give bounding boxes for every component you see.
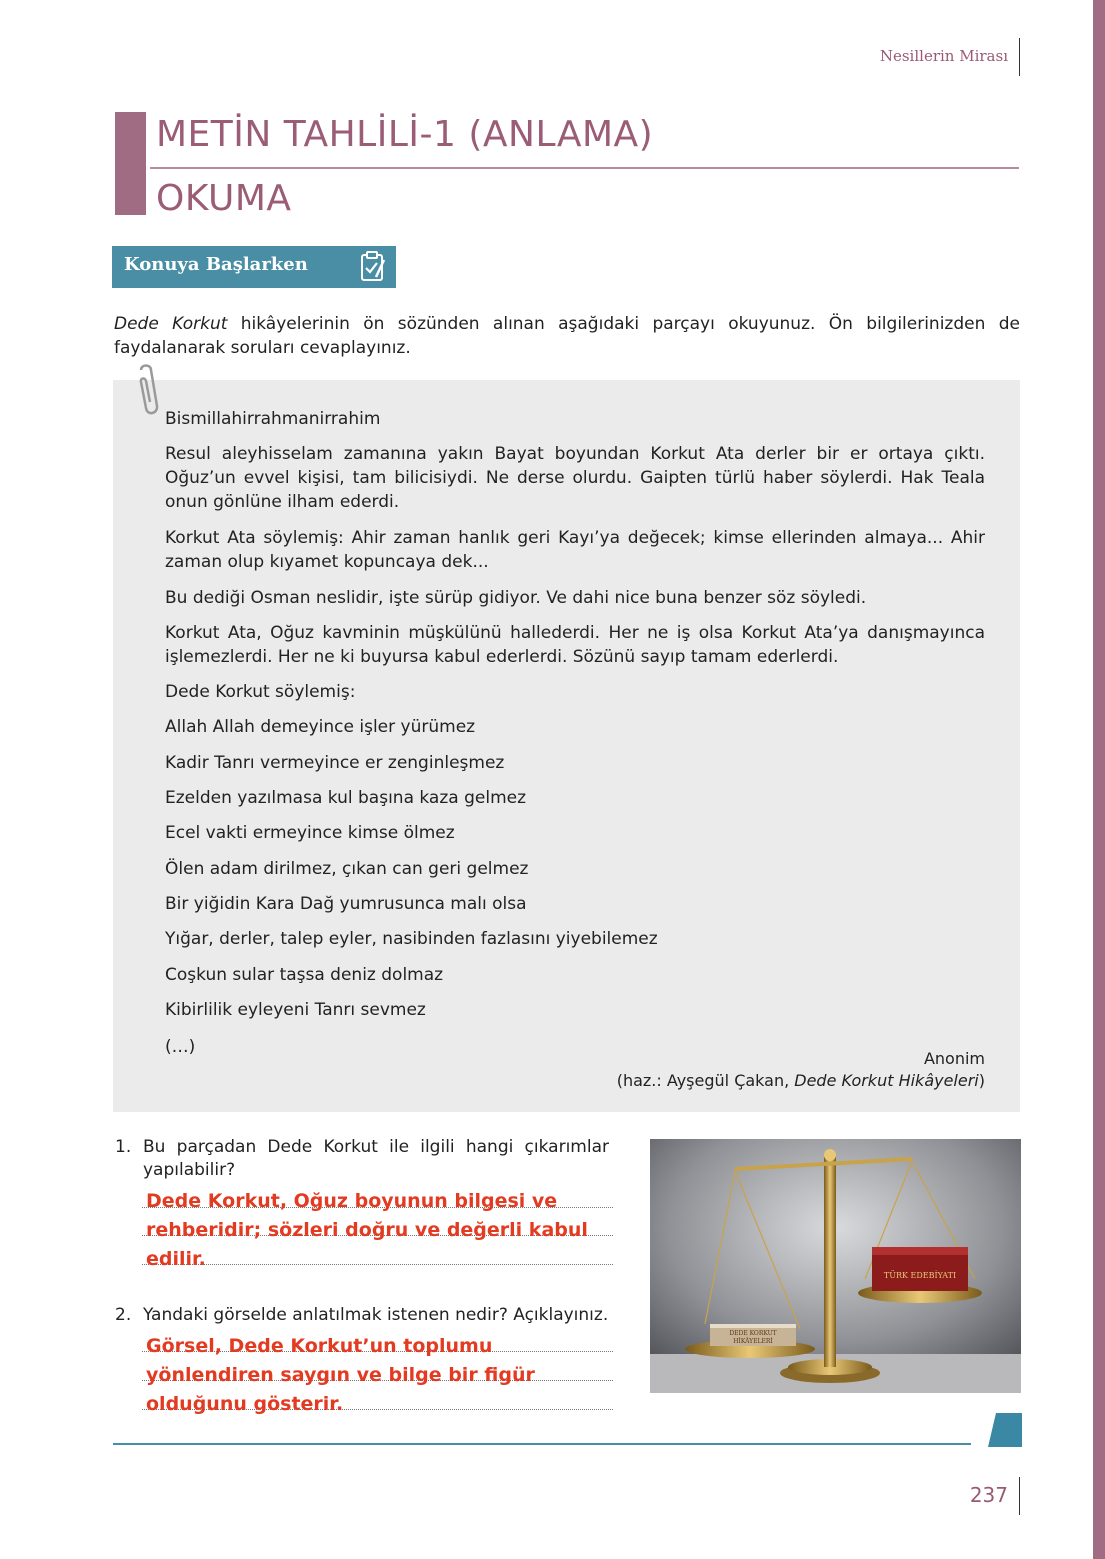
section-label [112,246,396,288]
source-prefix: (haz.: Ayşegül Çakan, [616,1071,795,1090]
answer-text: Görsel, Dede Korkut’un toplumu [146,1335,493,1357]
answer-line [142,1264,613,1265]
question-2 [115,1304,610,1328]
question-number: 2. [115,1305,132,1325]
passage-paragraph: Korkut Ata, Oğuz kavminin müşkülünü hallederdi. Her ne iş olsa Korkut Ata’ya danışmayınca işlemezlerdi. Her ne ki buyursa kabul ederlerdi. Sözünü sayıp tamam ederlerdi. [165,623,985,667]
page-number: 237 [969,1483,1008,1507]
verse-line: Ezelden yazılmasa kul başına kaza gelmez [165,788,527,808]
footer-tab-shape [988,1413,1022,1447]
title-divider [150,167,1019,169]
header-divider [1019,38,1020,76]
intro-italic: Dede Korkut [114,314,228,334]
page-title: METİN TAHLİLİ-1 (ANLAMA) [156,114,654,155]
answer-text: yönlendiren saygın ve bilge bir figür [146,1364,535,1386]
title-accent-bar [115,112,146,215]
checklist-icon [358,250,390,284]
verse-line: Ölen adam dirilmez, çıkan can geri gelmez [165,859,529,879]
answer-text: rehberidir; sözleri doğru ve değerli kabul [146,1219,588,1241]
verse-line: Bir yiğidin Kara Dağ yumrusunca malı olsa [165,894,527,914]
running-header: Nesillerin Mirası [879,47,1008,65]
question-number: 1. [115,1137,132,1157]
question-text: Bu parçadan Dede Korkut ile ilgili hangi çıkarımlar yapılabilir? [143,1137,609,1180]
intro-paragraph [114,312,1020,360]
verse-line: (…) [165,1037,196,1057]
footer-divider [113,1443,971,1445]
verse-line: Allah Allah demeyince işler yürümez [165,717,476,737]
left-book-label-2: HİKÂYELERİ [733,1338,773,1345]
question-text: Yandaki görselde anlatılmak istenen nedir? Açıklayınız. [143,1305,609,1325]
answer-text: olduğunu gösterir. [146,1393,344,1415]
passage-paragraph: Resul aleyhisselam zamanına yakın Bayat boyundan Korkut Ata derler bir er ortaya çıktı. Oğuz’un evvel kişisi, tam bilicisiydi. Ne derse olurdu. Gaipten türlü haber söylerdi. Hak Teala onun gönlüne ilham ederdi. [165,444,985,512]
passage-paragraph: Dede Korkut söylemiş: [165,682,356,702]
passage-paragraph: Bu dediği Osman neslidir, işte sürüp gidiyor. Ve dahi nice buna benzer söz söyledi. [165,588,867,608]
verse-line: Coşkun sular taşsa deniz dolmaz [165,965,444,985]
page-number-divider [1019,1477,1020,1515]
left-book-label-1: DEDE KORKUT [729,1330,777,1337]
author: Anonim [923,1049,985,1068]
section-label-text: Konuya Başlarken [124,254,308,275]
verse-line: Yığar, derler, talep eyler, nasibinden fazlasını yiyebilemez [165,929,658,949]
verse-line: Kibirlilik eyleyeni Tanrı sevmez [165,1000,426,1020]
source-suffix: ) [978,1071,985,1090]
page-edge-band [1093,0,1105,1559]
passage-paragraph: Korkut Ata söylemiş: Ahir zaman hanlık geri Kayı’ya değecek; kimse ellerinden almaya... Ahir zaman olup kıyamet kopuncaya dek... [165,528,985,572]
source-citation [617,1071,985,1090]
question-1 [115,1136,610,1184]
passage-paragraph: Bismillahirrahmanirrahim [165,409,381,429]
paperclip-icon [127,362,167,422]
answer-text: Dede Korkut, Oğuz boyunun bilgesi ve [146,1190,558,1212]
intro-text: hikâyelerinin ön sözünden alınan aşağıdaki parçayı okuyunuz. Ön bilgilerinizden de faydalanarak soruları cevaplayınız. [114,314,1020,358]
balance-scale-image [650,1139,1021,1393]
section-title: OKUMA [156,178,292,219]
source-title: Dede Korkut Hikâyeleri [794,1071,979,1090]
right-book-label: TÜRK EDEBİYATI [883,1271,957,1280]
verse-line: Ecel vakti ermeyince kimse ölmez [165,823,455,843]
answer-text: edilir. [146,1248,206,1270]
verse-line: Kadir Tanrı vermeyince er zenginleşmez [165,753,505,773]
